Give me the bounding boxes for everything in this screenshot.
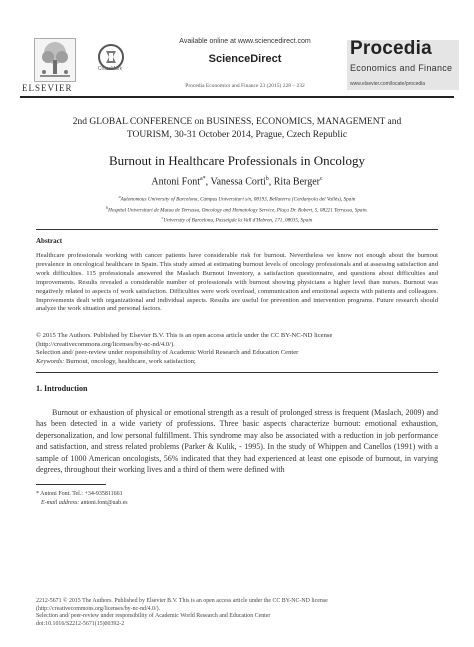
paper-title: Burnout in Healthcare Professionals in Oncology	[109, 153, 365, 168]
author-name: Antoni Font	[151, 176, 200, 188]
abstract-bottom-rule	[36, 372, 438, 373]
crossmark-label: CrossMark	[97, 66, 123, 72]
copyright-license[interactable]: © 2015 The Authors. Published by Elsevier B.V. This is an open access article under the CC BY-NC-ND license (http://creativecommons.org/licenses/by-nc-nd/4.0/).	[36, 332, 333, 348]
author-email-line	[41, 500, 128, 506]
procedia-brand-sub: Economics and Finance	[350, 63, 453, 73]
affiliation-text: Autonomous University of Barcelona, Campus Universitari s/n, 08193, Bellaterra (Cerdanyola del Vallès), Spain	[120, 196, 356, 203]
affiliation-text: University of Barcelona, Passeigde la Vall d'Hebron, 171, 08035, Spain	[163, 218, 313, 225]
email-label: E-mail address:	[41, 500, 80, 506]
affiliation-marker: b	[106, 204, 109, 210]
doi-link[interactable]: doi:10.1016/S2212-5671(15)00392-2	[36, 621, 125, 628]
elsevier-tree-icon	[34, 38, 76, 82]
affiliation-marker: c	[161, 215, 164, 221]
publication-imprint	[36, 598, 438, 629]
elsevier-logo[interactable]	[20, 38, 90, 94]
author-affiliation-marker: c	[319, 176, 323, 182]
keywords-text: Burnout, oncology, healthcare, work satisfaction;	[65, 358, 196, 365]
author-separator: ,	[205, 176, 211, 188]
affiliation-text: Hospital Universitari de Mutua de Terrassa, Oncology and Hematology Service, Plaça Dr. Robert, 5, 08221 Terrassa, Spain.	[108, 207, 368, 214]
journal-citation: Procedia Economics and Finance 23 (2015) 228 – 232	[185, 83, 305, 89]
conference-line: 2nd GLOBAL CONFERENCE on BUSINESS, ECONOMICS, MANAGEMENT and	[72, 117, 402, 127]
sciencedirect-logo[interactable]: ScienceDirect	[208, 53, 282, 65]
author-name: Rita Berger	[273, 176, 320, 188]
journal-header	[0, 0, 474, 100]
available-online-text: Available online at www.sciencedirect.com	[179, 38, 311, 45]
author-name: Vanessa Corti	[210, 176, 266, 188]
crossmark-icon[interactable]	[97, 38, 125, 78]
author-list	[40, 176, 434, 187]
author-separator: ,	[268, 176, 274, 188]
author-affiliation-marker: a*	[199, 176, 206, 182]
conference-info	[40, 116, 434, 141]
imprint-line: 2212-5671 © 2015 The Authors. Published by Elsevier B.V. This is an open access article under the CC BY-NC-ND license	[36, 598, 328, 604]
affiliation-item	[40, 193, 434, 204]
affiliation-item	[40, 204, 434, 215]
abstract-text: Healthcare professionals working with cancer patients have considerable risk for burnout. Nevertheless we know not enough about the burnout prevalence in oncological healthcare in Spain. This study aimed at estimating burnout levels of oncology professionals and at assessing satisfaction and work difficulties. 115 professionals answered the Maslach Burnout Inventory, a satisfaction questionnaire, and questions about difficulties and improvements. Results revealed a considerable number of professionals with burnout showing physicians a higher level than nurses. Burnout was negatively related to aspects of work satisfaction. Difficulties were work overload, communication and emotional aspects with patients and colleagues. Improvements dealt with organizational and individual aspects. Results are useful for prevention and intervention programs. Future research should analyze the work situation and personal factors.	[36, 252, 438, 313]
author-affiliation-marker: b	[265, 176, 269, 182]
conference-line: TOURISM, 30-31 October 2014, Prague, Czech Republic	[126, 129, 348, 140]
abstract-heading: Abstract	[36, 237, 63, 245]
procedia-brand: Procedia	[350, 38, 432, 59]
affiliation-item	[40, 214, 434, 225]
journal-url-link[interactable]: www.elsevier.com/locate/procedia	[350, 81, 426, 87]
affiliation-marker: a	[118, 194, 121, 199]
license-link[interactable]: (http://creativecommons.org/licenses/by-nc-nd/4.0/).	[36, 605, 161, 612]
affiliation-list	[40, 193, 434, 225]
imprint-line: Selection and/ peer-review under responsibility of Academic World Research and Education Center	[36, 613, 271, 620]
elsevier-wordmark: ELSEVIER	[22, 83, 73, 93]
keywords-label: Keywords:	[36, 358, 65, 365]
header-divider	[20, 96, 454, 98]
footnote-rule	[36, 484, 106, 485]
section-heading-introduction: 1. Introduction	[36, 384, 88, 393]
introduction-paragraph: Burnout or exhaustion of physical or emotional strength as a result of prolonged stress is frequent (Maslach, 2009) and has been detected in a wide variety of professions. Three basic aspects characterize burnout: emotional exhaustion, depersonalization, and low personal fulfillment. This syndrome may also be associated with a reduction in job performance and satisfaction, and stress related problems (Parker & Kulik, - 1995). In the study of Whippen and Canellos (1991) with a sample of 1000 American oncologists, 56% indicated that they had experienced at least one episode of burnout, in varying degrees, throughout their working lives and a third of them were defined with	[36, 408, 438, 475]
peer-review-statement: Selection and/ peer-review under responsibility of Academic World Research and Education Center	[36, 349, 299, 356]
corresponding-author-note: * Antoni Font. Tel.: +34-935811661	[36, 491, 123, 497]
abstract-top-rule	[36, 229, 438, 230]
email-link[interactable]: antoni.font@uab.es	[80, 500, 128, 506]
keywords-line	[36, 358, 438, 365]
